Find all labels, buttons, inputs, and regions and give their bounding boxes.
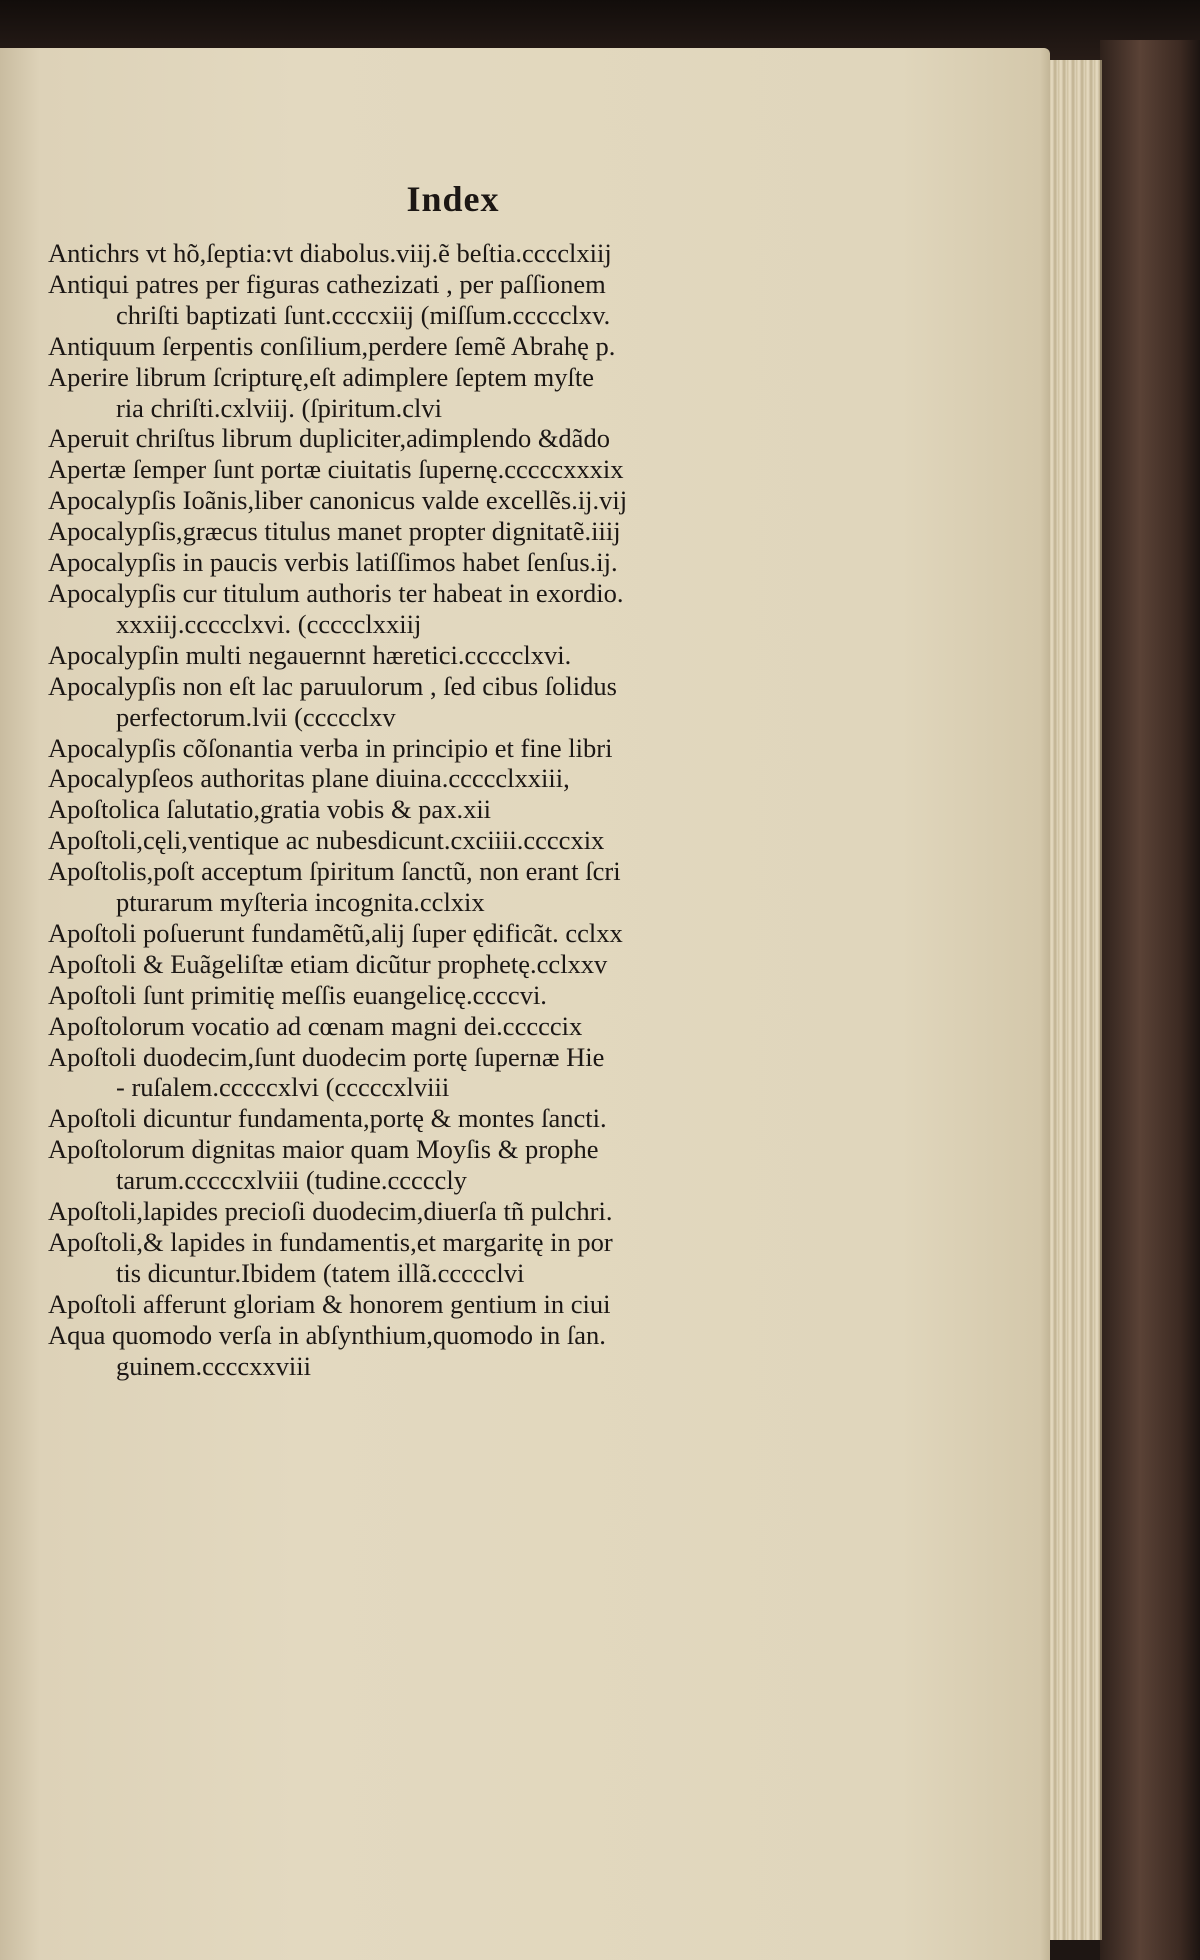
index-entry-line: Apocalypſis non eſt lac paruulorum , ſed cibus ſolidus bbox=[48, 670, 617, 701]
index-entry-line: Aqua quomodo verſa in abſynthium,quomodo in ſan. bbox=[48, 1319, 606, 1350]
index-entry bbox=[48, 1134, 798, 1196]
index-text-block bbox=[48, 178, 798, 1382]
index-entry bbox=[48, 547, 798, 578]
index-entry-line: Apoſtoli,lapides precioſi duodecim,diuerſa tñ pulchri. bbox=[48, 1196, 613, 1227]
index-entry bbox=[48, 949, 798, 980]
index-entry-line: Aperuit chriſtus librum dupliciter,adimplendo &dãdo bbox=[48, 423, 610, 454]
index-entry-line: Apoſtoli ſunt primitię meſſis euangelicę.ccccvi. bbox=[48, 979, 547, 1010]
index-entry bbox=[48, 1042, 798, 1104]
index-entry-continuation: perfectorum.lvii (ccccclxv bbox=[116, 701, 396, 732]
index-entry bbox=[48, 980, 798, 1011]
index-entry-continuation: xxxiij.ccccclxvi. (ccccclxxiij bbox=[116, 608, 422, 639]
index-entry-line: Apoſtolica ſalutatio,gratia vobis & pax.xii bbox=[48, 794, 492, 825]
index-entry bbox=[48, 1011, 798, 1042]
index-entry bbox=[48, 331, 798, 362]
index-entry-continuation: guinem.ccccxxviii bbox=[116, 1350, 311, 1381]
index-entry bbox=[48, 1320, 798, 1382]
index-entry-line: Apocalypſin multi negauernnt hæretici.ccccclxvi. bbox=[48, 639, 572, 670]
index-entry bbox=[48, 763, 798, 794]
index-entry-continuation: pturarum myſteria incognita.cclxix bbox=[116, 887, 485, 918]
index-entry-line: Apocalypſis cõſonantia verba in principio et fine libri bbox=[48, 732, 613, 763]
index-entry-continuation: tarum.cccccxlviii (tudine.cccccly bbox=[116, 1165, 467, 1196]
index-entry bbox=[48, 1103, 798, 1134]
index-entry-line: Apoſtoli,cęli,ventique ac nubesdicunt.cxciiii.ccccxix bbox=[48, 825, 605, 856]
index-entry-line: Antiqui patres per figuras cathezizati , per paſſionem bbox=[48, 268, 606, 299]
index-entry bbox=[48, 794, 798, 825]
index-entry-continuation: tis dicuntur.Ibidem (tatem illã.ccccclvi bbox=[116, 1257, 525, 1288]
index-entry bbox=[48, 516, 798, 547]
index-entry-line: Apoſtoli duodecim,ſunt duodecim portę ſupernæ Hie bbox=[48, 1041, 605, 1072]
index-entry-line: Apocalypſeos authoritas plane diuina.ccccclxxiii, bbox=[48, 763, 570, 794]
index-entry bbox=[48, 1289, 798, 1320]
index-entry bbox=[48, 423, 798, 454]
index-entry-continuation: - ruſalem.cccccxlvi (cccccxlviii bbox=[116, 1072, 450, 1103]
index-entry-continuation: ria chriſti.cxlviij. (ſpiritum.clvi bbox=[116, 392, 443, 423]
index-entry-line: Apocalypſis cur titulum authoris ter habeat in exordio. bbox=[48, 577, 624, 608]
index-entry bbox=[48, 1196, 798, 1227]
index-entry-line: Apocalypſis in paucis verbis latiſſimos habet ſenſus.ij. bbox=[48, 547, 618, 578]
index-entry bbox=[48, 733, 798, 764]
index-entries bbox=[48, 238, 798, 1382]
index-entry bbox=[48, 269, 798, 331]
index-entry-continuation: chriſti baptizati ſunt.ccccxiij (miſſum.ccccclxv. bbox=[116, 299, 611, 330]
index-entry bbox=[48, 1227, 798, 1289]
index-entry-line: Apoſtoli dicuntur fundamenta,portę & montes ſancti. bbox=[48, 1103, 607, 1134]
index-entry-line: Apoſtoli,& lapides in fundamentis,et margaritę in por bbox=[48, 1227, 613, 1257]
index-entry-line: Apocalypſis,græcus titulus manet propter dignitatẽ.iiij bbox=[48, 516, 621, 547]
index-entry bbox=[48, 238, 798, 269]
index-entry bbox=[48, 454, 798, 485]
index-entry-line: Antichrs vt hõ,ſeptia:vt diabolus.viij.ẽ beſtia.cccclxiij bbox=[48, 238, 612, 268]
index-entry-line: Apoſtoli afferunt gloriam & honorem gentium in ciui bbox=[48, 1288, 611, 1319]
index-entry-line: Antiquum ſerpentis conſilium,perdere ſemẽ Abrahę p. bbox=[48, 330, 616, 361]
index-entry bbox=[48, 362, 798, 424]
index-entry bbox=[48, 825, 798, 856]
page-title: Index bbox=[406, 179, 500, 219]
index-entry-line: Aperire librum ſcripturę,eſt adimplere ſeptem myſte bbox=[48, 361, 594, 392]
index-entry-line: Apoſtolorum dignitas maior quam Moyſis & prophe bbox=[48, 1134, 599, 1165]
index-entry bbox=[48, 578, 798, 640]
index-entry bbox=[48, 918, 798, 949]
book-spine bbox=[1100, 40, 1200, 1960]
index-entry bbox=[48, 485, 798, 516]
index-entry bbox=[48, 856, 798, 918]
index-entry-line: Apoſtoli poſuerunt fundamẽtũ,alij ſuper ędificãt. cclxx bbox=[48, 917, 623, 948]
index-entry-line: Apertæ ſemper ſunt portæ ciuitatis ſupernę.cccccxxxix bbox=[48, 454, 624, 485]
index-entry bbox=[48, 671, 798, 733]
index-entry-line: Apoſtolorum vocatio ad cœnam magni dei.cccccix bbox=[48, 1010, 583, 1041]
index-entry-line: Apoſtoli & Euãgeliſtæ etiam dicũtur prophetę.cclxxv bbox=[48, 948, 608, 979]
index-entry-line: Apocalypſis Ioãnis,liber canonicus valde excellẽs.ij.vij bbox=[48, 485, 628, 516]
index-entry-line: Apoſtolis,poſt acceptum ſpiritum ſanctũ, non erant ſcri bbox=[48, 856, 621, 887]
index-entry bbox=[48, 640, 798, 671]
